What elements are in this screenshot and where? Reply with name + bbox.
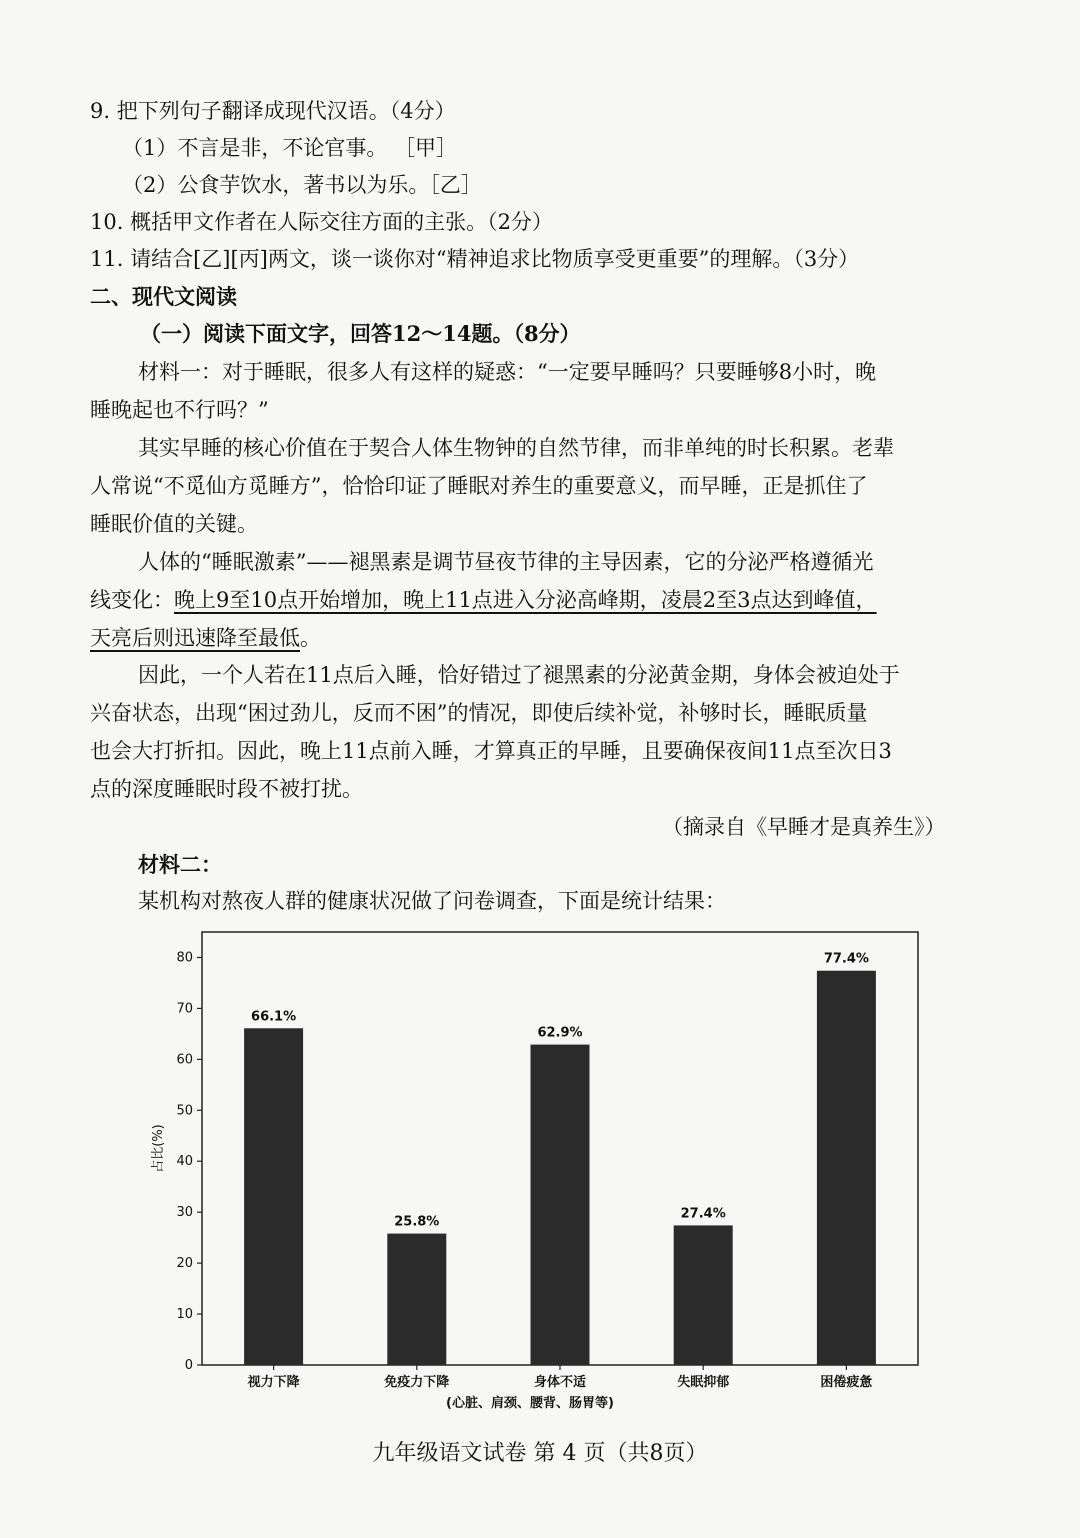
y-tick-label: 50 <box>176 1103 193 1119</box>
y-tick-label: 0 <box>184 1358 193 1373</box>
material1-line: 人体的“睡眠激素”——褪黑素是调节昼夜节律的主导因素，它的分泌严格遵循光 <box>138 550 874 574</box>
bar <box>531 1045 590 1365</box>
chart-svg <box>140 928 940 1418</box>
y-tick-label: 40 <box>176 1154 193 1170</box>
question-9-item-1: （1）不言是非，不论官事。 ［甲］ <box>122 136 458 160</box>
question-9-item-2: （2）公食芋饮水，著书以为乐。［乙］ <box>122 173 482 197</box>
question-11: 11. 请结合[乙][丙]两文，谈一谈你对“精神追求比物质享受更重要”的理解。（3分） <box>90 247 860 271</box>
bar-value-label: 25.8% <box>394 1214 440 1230</box>
y-axis-label: 占比(%) <box>151 1124 166 1173</box>
x-tick-label: 视力下降 <box>247 1375 300 1390</box>
material1-line <box>90 586 877 614</box>
y-tick-label: 80 <box>176 950 193 966</box>
y-tick-label: 70 <box>176 1001 193 1017</box>
x-tick-label: 免疫力下降 <box>384 1375 450 1390</box>
text: 线变化： <box>90 588 174 612</box>
material1-source: （摘录自《早睡才是真养生》） <box>662 815 946 839</box>
x-tick-label: 困倦疲惫 <box>820 1375 873 1390</box>
underlined-text: 晚上9至10点开始增加，晚上11点进入分泌高峰期，凌晨2至3点达到峰值， <box>174 588 877 612</box>
question-10: 10. 概括甲文作者在人际交往方面的主张。（2分） <box>90 210 553 234</box>
bar-chart <box>140 928 940 1418</box>
category-note: (心脏、肩颈、腰背、肠胃等) <box>446 1396 614 1411</box>
bar-value-label: 77.4% <box>823 951 869 967</box>
bar-value-label: 66.1% <box>251 1009 297 1025</box>
material1-line: 点的深度睡眠时段不被打扰。 <box>90 777 363 801</box>
material1-line: 睡眠价值的关键。 <box>90 512 258 536</box>
material1-line: 因此，一个人若在11点后入睡，恰好错过了褪黑素的分泌黄金期，身体会被迫处于 <box>138 663 900 687</box>
bar <box>244 1028 303 1365</box>
x-tick-label: 身体不适 <box>533 1375 587 1390</box>
x-tick-label: 失眠抑郁 <box>677 1375 730 1390</box>
section-title: 二、现代文阅读 <box>90 284 237 309</box>
bar <box>674 1225 733 1365</box>
material1-line: 睡晚起也不行吗？” <box>90 398 269 422</box>
question-9: 9. 把下列句子翻译成现代汉语。（4分） <box>90 99 456 123</box>
material1-line: 材料一：对于睡眠，很多人有这样的疑惑：“一定要早睡吗？只要睡够8小时，晚 <box>138 360 877 384</box>
material2-title: 材料二： <box>138 852 222 877</box>
material1-line: 也会大打折扣。因此，晚上11点前入睡，才算真正的早睡，且要确保夜间11点至次日3 <box>90 739 892 763</box>
material1-line: 兴奋状态，出现“困过劲儿，反而不困”的情况，即使后续补觉，补够时长，睡眠质量 <box>90 701 868 725</box>
y-tick-label: 10 <box>176 1307 193 1323</box>
page-footer: 九年级语文试卷 第 4 页（共8页） <box>372 1441 708 1466</box>
bar-value-label: 62.9% <box>537 1025 583 1041</box>
material1-line: 其实早睡的核心价值在于契合人体生物钟的自然节律，而非单纯的时长积累。老辈 <box>138 436 894 460</box>
underlined-text: 天亮后则迅速降至最低 <box>90 626 300 650</box>
material1-line: 人常说“不觅仙方觅睡方”，恰恰印证了睡眠对养生的重要意义，而早睡，正是抓住了 <box>90 474 868 498</box>
bar-value-label: 27.4% <box>680 1206 726 1222</box>
bar <box>817 971 876 1365</box>
section-subtitle: （一）阅读下面文字，回答12～14题。（8分） <box>140 321 581 346</box>
y-tick-label: 60 <box>176 1052 193 1068</box>
y-tick-label: 30 <box>176 1205 193 1221</box>
y-tick-label: 20 <box>176 1256 193 1272</box>
chart-canvas <box>140 928 940 1418</box>
text: 。 <box>300 626 321 650</box>
material2-intro: 某机构对熬夜人群的健康状况做了问卷调查，下面是统计结果： <box>138 889 726 913</box>
material1-line <box>90 624 321 652</box>
bar <box>387 1234 446 1365</box>
